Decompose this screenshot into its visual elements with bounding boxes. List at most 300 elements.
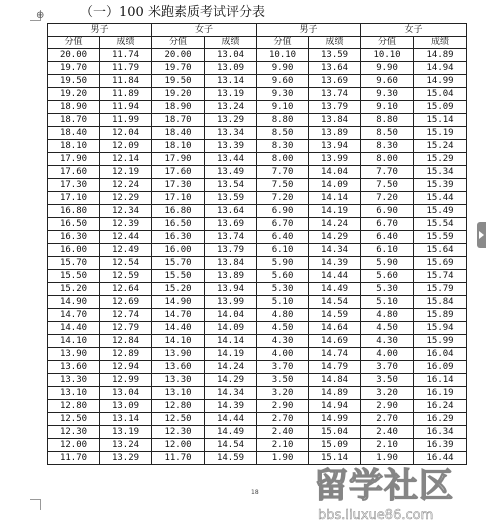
result-cell: 15.19 <box>414 127 467 140</box>
result-cell: 14.19 <box>309 205 361 218</box>
result-cell: 15.59 <box>414 231 467 244</box>
result-cell: 14.54 <box>309 296 361 309</box>
score-cell: 7.50 <box>257 179 309 192</box>
table-row <box>48 127 467 140</box>
result-cell: 14.39 <box>205 400 257 413</box>
result-cell: 13.59 <box>309 49 361 62</box>
score-cell: 9.60 <box>257 75 309 88</box>
table-row <box>48 192 467 205</box>
result-cell: 14.24 <box>309 218 361 231</box>
result-cell: 14.74 <box>309 348 361 361</box>
score-cell: 6.90 <box>361 205 414 218</box>
table-row <box>48 218 467 231</box>
table-row <box>48 374 467 387</box>
score-cell: 13.30 <box>152 374 205 387</box>
column-header-score: 分值 <box>361 37 414 49</box>
score-cell: 12.30 <box>48 426 100 439</box>
result-cell: 15.89 <box>414 309 467 322</box>
table-row <box>48 231 467 244</box>
result-cell: 13.94 <box>205 283 257 296</box>
column-header-score: 分值 <box>257 37 309 49</box>
score-cell: 18.70 <box>48 114 100 127</box>
table-row <box>48 296 467 309</box>
table-row <box>48 270 467 283</box>
column-header-result: 成绩 <box>205 37 257 49</box>
result-cell: 16.29 <box>414 413 467 426</box>
score-cell: 19.20 <box>48 88 100 101</box>
result-cell: 13.19 <box>100 426 152 439</box>
result-cell: 14.49 <box>205 426 257 439</box>
result-cell: 14.89 <box>414 49 467 62</box>
score-cell: 5.30 <box>361 283 414 296</box>
score-cell: 8.80 <box>361 114 414 127</box>
result-cell: 14.99 <box>309 413 361 426</box>
chevron-right-icon <box>479 231 484 239</box>
watermark-logo: 留学社区 <box>314 466 454 506</box>
score-cell: 7.70 <box>257 166 309 179</box>
watermark-url: bbs.liuxue86.com <box>318 508 434 523</box>
table-row <box>48 361 467 374</box>
table-row <box>48 179 467 192</box>
score-cell: 6.10 <box>361 244 414 257</box>
result-cell: 12.54 <box>100 257 152 270</box>
score-cell: 8.00 <box>361 153 414 166</box>
table-row <box>48 88 467 101</box>
result-cell: 12.29 <box>100 192 152 205</box>
watermark <box>296 462 486 532</box>
result-cell: 13.69 <box>205 218 257 231</box>
score-cell: 14.10 <box>152 335 205 348</box>
table-row <box>48 257 467 270</box>
column-header-result: 成绩 <box>309 37 361 49</box>
table-row <box>48 348 467 361</box>
result-cell: 12.84 <box>100 335 152 348</box>
result-cell: 15.49 <box>414 205 467 218</box>
result-cell: 13.99 <box>309 153 361 166</box>
result-cell: 14.04 <box>309 166 361 179</box>
result-cell: 14.34 <box>309 244 361 257</box>
result-cell: 12.34 <box>100 205 152 218</box>
score-cell: 4.80 <box>257 309 309 322</box>
score-cell: 11.70 <box>152 452 205 465</box>
score-cell: 15.50 <box>48 270 100 283</box>
score-cell: 9.60 <box>361 75 414 88</box>
result-cell: 11.94 <box>100 101 152 114</box>
result-cell: 13.79 <box>205 244 257 257</box>
score-cell: 17.30 <box>48 179 100 192</box>
score-cell: 9.90 <box>257 62 309 75</box>
result-cell: 13.84 <box>205 257 257 270</box>
result-cell: 14.44 <box>205 413 257 426</box>
result-cell: 14.29 <box>309 231 361 244</box>
score-cell: 12.30 <box>152 426 205 439</box>
result-cell: 15.44 <box>414 192 467 205</box>
column-header-score: 分值 <box>48 37 100 49</box>
score-cell: 13.30 <box>48 374 100 387</box>
result-cell: 15.69 <box>414 257 467 270</box>
result-cell: 13.24 <box>100 439 152 452</box>
score-cell: 16.80 <box>152 205 205 218</box>
score-cell: 14.90 <box>152 296 205 309</box>
score-cell: 16.80 <box>48 205 100 218</box>
result-cell: 16.39 <box>414 439 467 452</box>
score-cell: 5.60 <box>257 270 309 283</box>
score-cell: 14.40 <box>48 322 100 335</box>
score-cell: 16.50 <box>48 218 100 231</box>
result-cell: 13.89 <box>205 270 257 283</box>
score-cell: 4.00 <box>257 348 309 361</box>
result-cell: 11.74 <box>100 49 152 62</box>
result-cell: 12.09 <box>100 140 152 153</box>
result-cell: 13.14 <box>100 413 152 426</box>
result-cell: 12.49 <box>100 244 152 257</box>
result-cell: 15.79 <box>414 283 467 296</box>
score-cell: 17.90 <box>152 153 205 166</box>
score-cell: 2.10 <box>361 439 414 452</box>
table-row <box>48 205 467 218</box>
result-cell: 14.59 <box>309 309 361 322</box>
result-cell: 13.99 <box>205 296 257 309</box>
score-cell: 11.70 <box>48 452 100 465</box>
gender-header-row <box>48 24 467 37</box>
score-cell: 2.70 <box>361 413 414 426</box>
score-cell: 2.90 <box>257 400 309 413</box>
score-cell: 6.10 <box>257 244 309 257</box>
score-cell: 3.50 <box>361 374 414 387</box>
result-cell: 13.09 <box>205 62 257 75</box>
result-cell: 14.69 <box>309 335 361 348</box>
result-cell: 14.19 <box>205 348 257 361</box>
result-cell: 15.24 <box>414 140 467 153</box>
score-cell: 13.60 <box>48 361 100 374</box>
score-cell: 17.90 <box>48 153 100 166</box>
table-row <box>48 413 467 426</box>
result-cell: 16.09 <box>414 361 467 374</box>
result-cell: 14.49 <box>309 283 361 296</box>
score-cell: 19.50 <box>152 75 205 88</box>
score-cell: 16.30 <box>48 231 100 244</box>
score-cell: 13.60 <box>152 361 205 374</box>
result-cell: 14.09 <box>309 179 361 192</box>
score-cell: 17.10 <box>152 192 205 205</box>
group-header-female: 女子 <box>152 24 257 37</box>
result-cell: 16.34 <box>414 426 467 439</box>
score-cell: 6.70 <box>257 218 309 231</box>
score-cell: 18.10 <box>48 140 100 153</box>
result-cell: 12.24 <box>100 179 152 192</box>
result-cell: 13.29 <box>100 452 152 465</box>
result-cell: 13.64 <box>205 205 257 218</box>
result-cell: 12.59 <box>100 270 152 283</box>
score-cell: 17.60 <box>48 166 100 179</box>
group-header-male: 男子 <box>257 24 361 37</box>
result-cell: 14.54 <box>205 439 257 452</box>
table-row <box>48 283 467 296</box>
result-cell: 14.09 <box>205 322 257 335</box>
result-cell: 13.79 <box>309 101 361 114</box>
result-cell: 14.34 <box>205 387 257 400</box>
score-cell: 10.10 <box>361 49 414 62</box>
score-cell: 12.80 <box>152 400 205 413</box>
score-cell: 13.10 <box>152 387 205 400</box>
margin-corner-mark-bottom <box>30 499 41 510</box>
score-cell: 15.70 <box>152 257 205 270</box>
score-cell: 4.50 <box>361 322 414 335</box>
score-cell: 17.30 <box>152 179 205 192</box>
result-cell: 13.84 <box>309 114 361 127</box>
table-row <box>48 426 467 439</box>
table-row <box>48 439 467 452</box>
score-cell: 20.00 <box>48 49 100 62</box>
score-cell: 19.70 <box>152 62 205 75</box>
score-cell: 14.90 <box>48 296 100 309</box>
score-cell: 16.00 <box>48 244 100 257</box>
result-cell: 12.04 <box>100 127 152 140</box>
result-cell: 11.79 <box>100 62 152 75</box>
result-cell: 14.29 <box>205 374 257 387</box>
score-cell: 16.00 <box>152 244 205 257</box>
table-row <box>48 114 467 127</box>
table-row <box>48 166 467 179</box>
score-cell: 8.50 <box>361 127 414 140</box>
score-cell: 18.90 <box>152 101 205 114</box>
result-cell: 15.04 <box>414 88 467 101</box>
result-cell: 13.74 <box>309 88 361 101</box>
result-cell: 14.24 <box>205 361 257 374</box>
table-move-handle-icon[interactable]: ⊕ <box>36 10 45 21</box>
score-cell: 18.40 <box>48 127 100 140</box>
score-cell: 8.00 <box>257 153 309 166</box>
score-cell: 2.70 <box>257 413 309 426</box>
score-cell: 4.50 <box>257 322 309 335</box>
score-cell: 6.40 <box>257 231 309 244</box>
score-cell: 7.20 <box>257 192 309 205</box>
score-cell: 1.90 <box>361 452 414 465</box>
result-cell: 13.44 <box>205 153 257 166</box>
result-cell: 13.14 <box>205 75 257 88</box>
table-row <box>48 335 467 348</box>
score-cell: 13.90 <box>152 348 205 361</box>
result-cell: 14.14 <box>205 335 257 348</box>
score-cell: 13.90 <box>48 348 100 361</box>
score-cell: 4.00 <box>361 348 414 361</box>
result-cell: 12.74 <box>100 309 152 322</box>
result-cell: 14.94 <box>414 62 467 75</box>
score-cell: 14.10 <box>48 335 100 348</box>
result-cell: 15.09 <box>309 439 361 452</box>
score-cell: 19.70 <box>48 62 100 75</box>
table-row <box>48 101 467 114</box>
score-cell: 14.40 <box>152 322 205 335</box>
score-cell: 2.90 <box>361 400 414 413</box>
result-cell: 15.99 <box>414 335 467 348</box>
result-cell: 15.74 <box>414 270 467 283</box>
score-cell: 7.50 <box>361 179 414 192</box>
table-row <box>48 244 467 257</box>
table-row <box>48 452 467 465</box>
result-cell: 14.14 <box>309 192 361 205</box>
result-cell: 12.94 <box>100 361 152 374</box>
result-cell: 12.64 <box>100 283 152 296</box>
score-table-body <box>48 49 467 465</box>
score-cell: 3.70 <box>257 361 309 374</box>
result-cell: 14.59 <box>205 452 257 465</box>
result-cell: 13.04 <box>100 387 152 400</box>
score-cell: 12.00 <box>152 439 205 452</box>
score-cell: 5.90 <box>257 257 309 270</box>
result-cell: 15.09 <box>414 101 467 114</box>
result-cell: 14.94 <box>309 400 361 413</box>
group-header-female: 女子 <box>361 24 467 37</box>
column-header-score: 分值 <box>152 37 205 49</box>
score-cell: 2.10 <box>257 439 309 452</box>
table-row <box>48 387 467 400</box>
result-cell: 14.64 <box>309 322 361 335</box>
score-cell: 9.30 <box>257 88 309 101</box>
score-cell: 13.10 <box>48 387 100 400</box>
result-cell: 13.24 <box>205 101 257 114</box>
score-cell: 8.80 <box>257 114 309 127</box>
score-cell: 3.20 <box>361 387 414 400</box>
score-cell: 8.30 <box>257 140 309 153</box>
score-cell: 3.70 <box>361 361 414 374</box>
result-cell: 16.24 <box>414 400 467 413</box>
result-cell: 15.39 <box>414 179 467 192</box>
result-cell: 12.14 <box>100 153 152 166</box>
result-cell: 13.29 <box>205 114 257 127</box>
result-cell: 14.79 <box>309 361 361 374</box>
result-cell: 15.64 <box>414 244 467 257</box>
result-cell: 16.14 <box>414 374 467 387</box>
result-cell: 11.89 <box>100 88 152 101</box>
score-cell: 10.10 <box>257 49 309 62</box>
result-cell: 15.14 <box>414 114 467 127</box>
result-cell: 14.89 <box>309 387 361 400</box>
result-cell: 12.69 <box>100 296 152 309</box>
result-cell: 12.19 <box>100 166 152 179</box>
result-cell: 13.19 <box>205 88 257 101</box>
score-cell: 4.30 <box>361 335 414 348</box>
score-cell: 15.20 <box>48 283 100 296</box>
score-cell: 12.00 <box>48 439 100 452</box>
result-cell: 13.94 <box>309 140 361 153</box>
result-cell: 15.29 <box>414 153 467 166</box>
score-cell: 16.50 <box>152 218 205 231</box>
result-cell: 13.39 <box>205 140 257 153</box>
score-cell: 12.80 <box>48 400 100 413</box>
score-cell: 5.10 <box>257 296 309 309</box>
result-cell: 13.54 <box>205 179 257 192</box>
score-cell: 7.70 <box>361 166 414 179</box>
result-cell: 13.09 <box>100 400 152 413</box>
score-cell: 5.60 <box>361 270 414 283</box>
result-cell: 15.04 <box>309 426 361 439</box>
score-cell: 19.50 <box>48 75 100 88</box>
result-cell: 16.19 <box>414 387 467 400</box>
score-cell: 18.40 <box>152 127 205 140</box>
score-cell: 18.10 <box>152 140 205 153</box>
table-row <box>48 75 467 88</box>
result-cell: 12.39 <box>100 218 152 231</box>
result-cell: 12.79 <box>100 322 152 335</box>
score-cell: 18.70 <box>152 114 205 127</box>
score-cell: 2.40 <box>257 426 309 439</box>
score-cell: 12.50 <box>48 413 100 426</box>
score-cell: 9.30 <box>361 88 414 101</box>
result-cell: 16.44 <box>414 452 467 465</box>
table-row <box>48 62 467 75</box>
score-cell: 5.10 <box>361 296 414 309</box>
result-cell: 15.14 <box>309 452 361 465</box>
score-cell: 3.20 <box>257 387 309 400</box>
group-header-male: 男子 <box>48 24 152 37</box>
table-row <box>48 140 467 153</box>
score-cell: 7.20 <box>361 192 414 205</box>
table-row <box>48 153 467 166</box>
side-panel-toggle[interactable] <box>477 222 486 248</box>
column-header-result: 成绩 <box>414 37 467 49</box>
table-row <box>48 400 467 413</box>
score-cell: 5.90 <box>361 257 414 270</box>
score-cell: 15.70 <box>48 257 100 270</box>
score-cell: 4.80 <box>361 309 414 322</box>
column-header-result: 成绩 <box>100 37 152 49</box>
score-cell: 5.30 <box>257 283 309 296</box>
result-cell: 14.39 <box>309 257 361 270</box>
result-cell: 11.84 <box>100 75 152 88</box>
result-cell: 14.84 <box>309 374 361 387</box>
result-cell: 14.44 <box>309 270 361 283</box>
score-cell: 4.30 <box>257 335 309 348</box>
result-cell: 13.04 <box>205 49 257 62</box>
score-cell: 6.70 <box>361 218 414 231</box>
score-table <box>47 23 467 465</box>
result-cell: 14.04 <box>205 309 257 322</box>
result-cell: 12.89 <box>100 348 152 361</box>
table-row <box>48 49 467 62</box>
score-cell: 8.30 <box>361 140 414 153</box>
result-cell: 12.44 <box>100 231 152 244</box>
result-cell: 12.99 <box>100 374 152 387</box>
result-cell: 13.69 <box>309 75 361 88</box>
score-cell: 14.70 <box>152 309 205 322</box>
table-row <box>48 309 467 322</box>
result-cell: 14.99 <box>414 75 467 88</box>
score-cell: 6.90 <box>257 205 309 218</box>
column-header-row <box>48 37 467 49</box>
result-cell: 15.34 <box>414 166 467 179</box>
score-cell: 1.90 <box>257 452 309 465</box>
score-cell: 18.90 <box>48 101 100 114</box>
score-cell: 12.50 <box>152 413 205 426</box>
table-row <box>48 322 467 335</box>
result-cell: 13.74 <box>205 231 257 244</box>
score-cell: 8.50 <box>257 127 309 140</box>
result-cell: 15.94 <box>414 322 467 335</box>
result-cell: 15.84 <box>414 296 467 309</box>
result-cell: 13.59 <box>205 192 257 205</box>
result-cell: 16.04 <box>414 348 467 361</box>
score-cell: 9.90 <box>361 62 414 75</box>
page-title: （一）100 米跑素质考试评分表 <box>80 5 265 20</box>
score-cell: 3.50 <box>257 374 309 387</box>
result-cell: 11.99 <box>100 114 152 127</box>
score-cell: 15.20 <box>152 283 205 296</box>
score-cell: 9.10 <box>361 101 414 114</box>
score-cell: 14.70 <box>48 309 100 322</box>
result-cell: 13.34 <box>205 127 257 140</box>
score-cell: 2.40 <box>361 426 414 439</box>
